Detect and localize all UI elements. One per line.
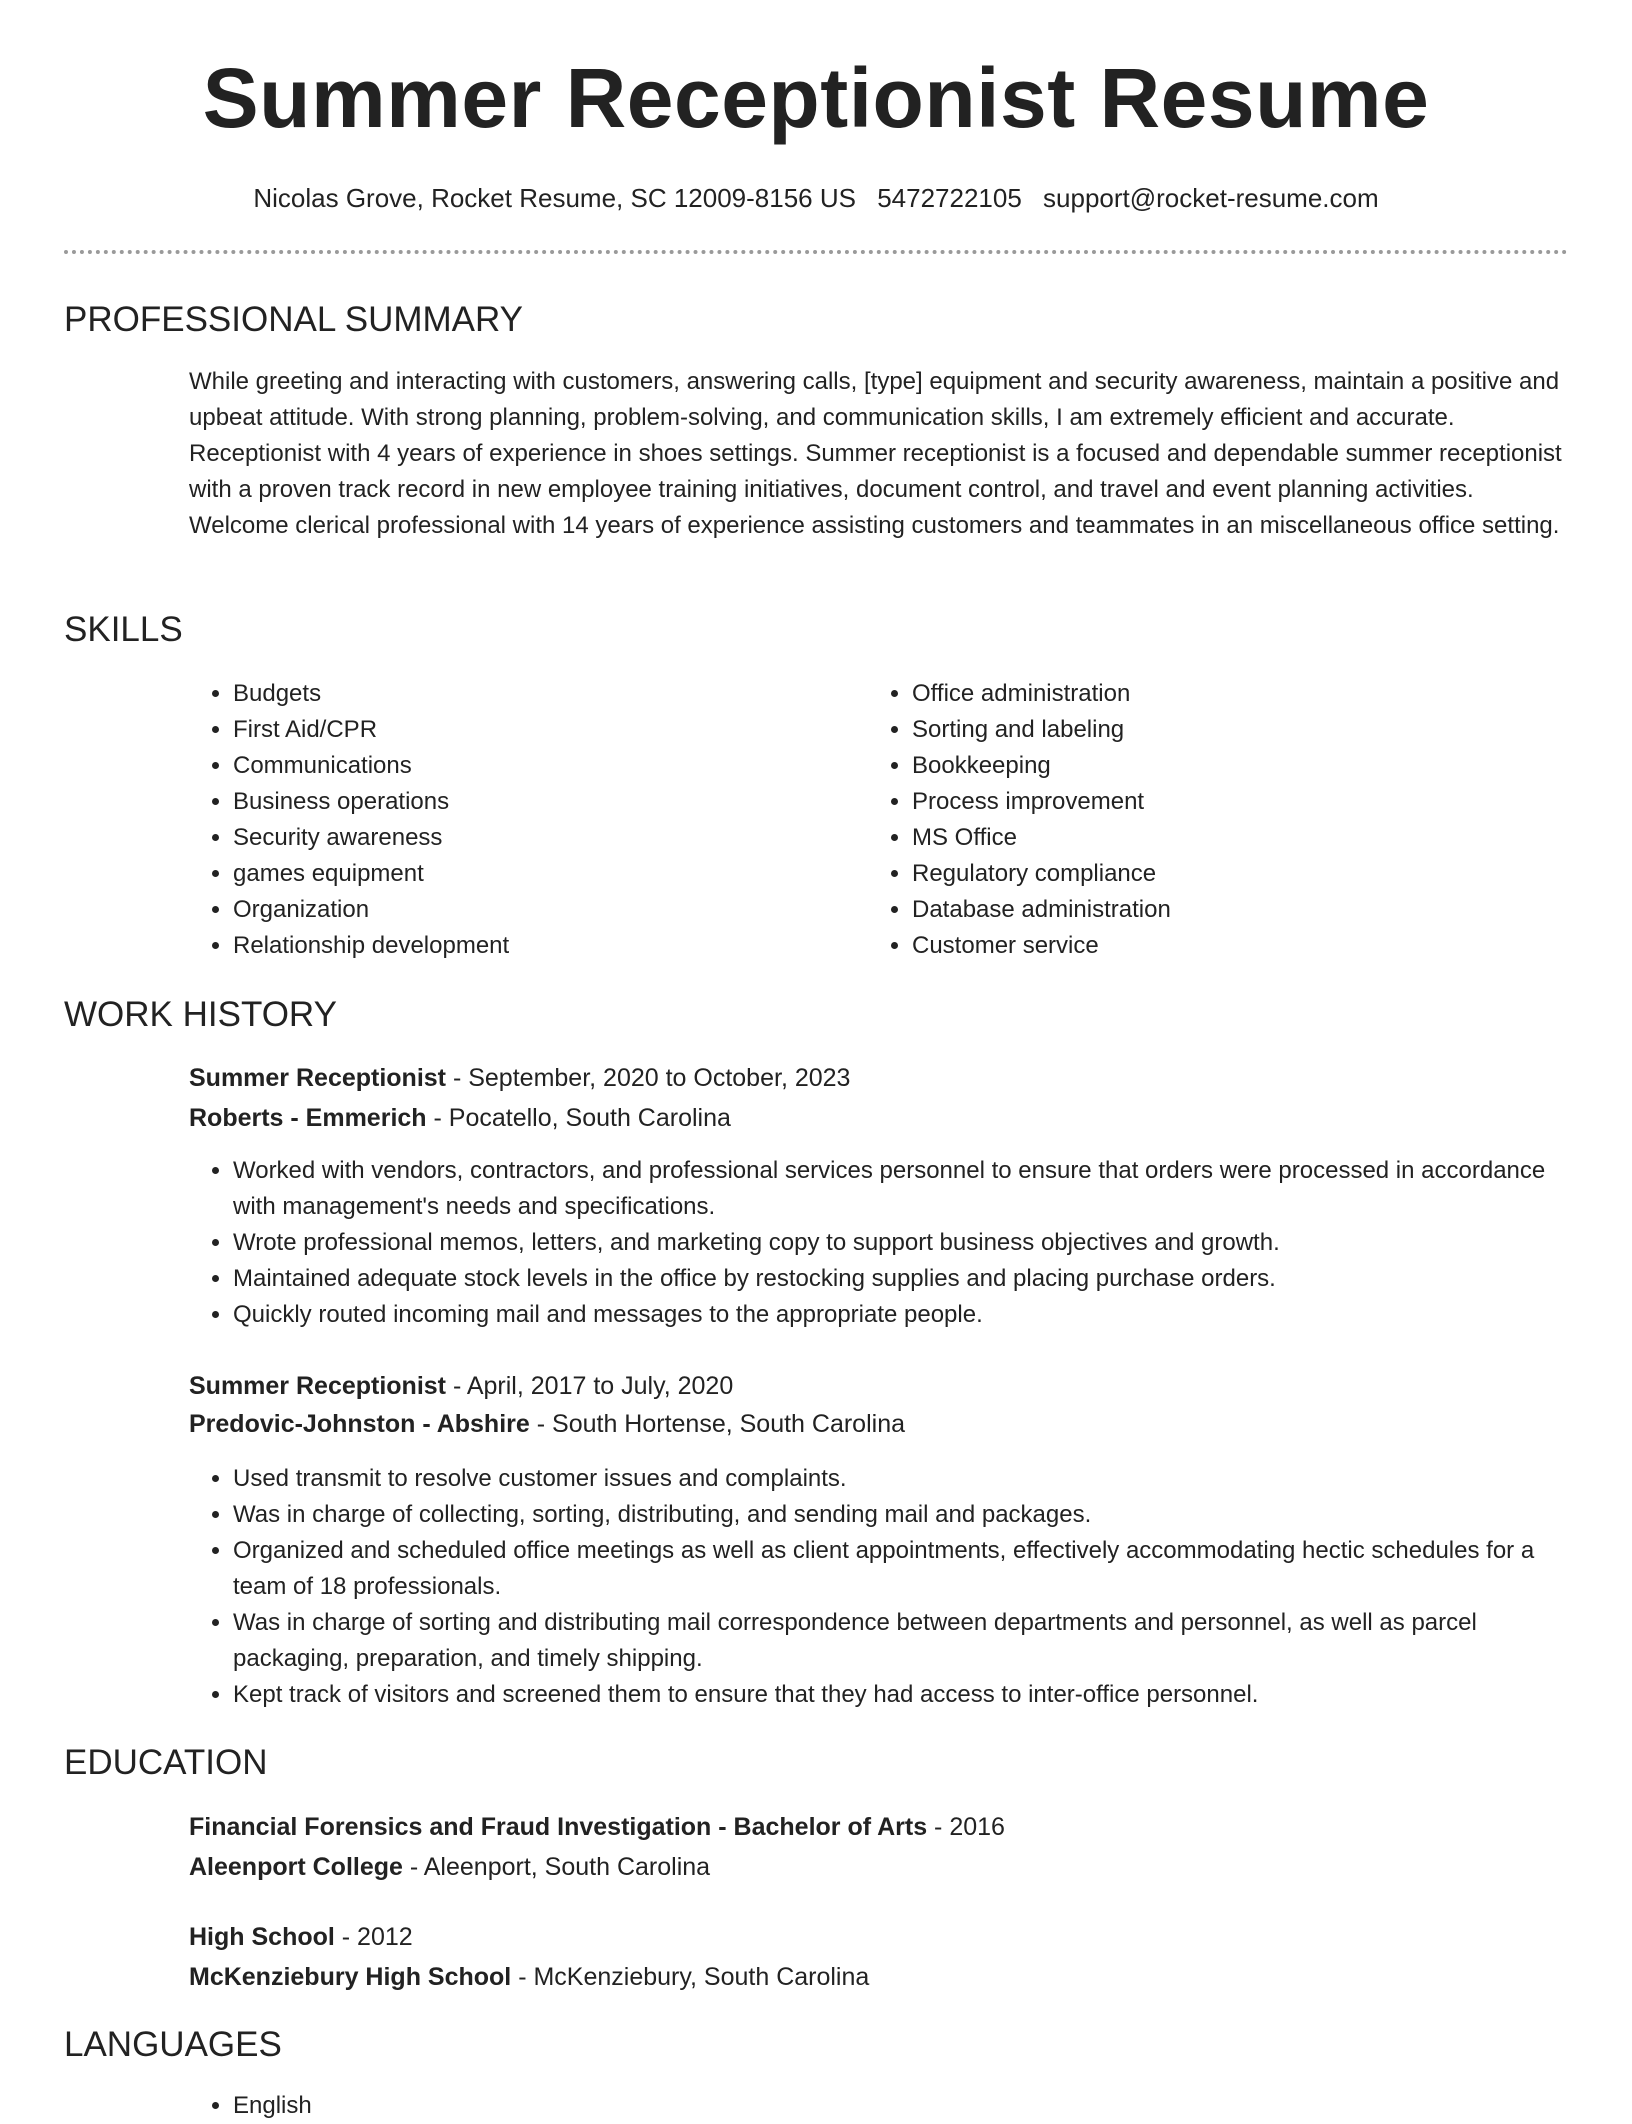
duty-item: • Wrote professional memos, letters, and marketing copy to support business objectives and growth. xyxy=(233,1225,1569,1261)
education-degree: Financial Forensics and Fraud Investigation - Bachelor of Arts xyxy=(189,1813,928,1841)
skill-item: • games equipment xyxy=(233,856,849,892)
skills-column-left xyxy=(189,676,849,964)
languages-list-wrap xyxy=(189,2088,1569,2124)
resume-title: Summer Receptionist Resume xyxy=(202,51,1430,145)
education-location: - Aleenport, South Carolina xyxy=(402,1853,711,1881)
skills-heading: SKILLS xyxy=(64,610,183,649)
job-company: Roberts - Emmerich xyxy=(189,1104,427,1132)
duty-item: • Worked with vendors, contractors, and professional services personnel to ensure that orders were processed in accordance with management's needs and specifications. xyxy=(233,1153,1569,1225)
skills-list-left xyxy=(189,676,849,964)
skill-item: • Communications xyxy=(233,748,849,784)
duty-item: • Organized and scheduled office meetings as well as client appointments, effectively accommodating hectic schedules for a team of 18 professionals. xyxy=(233,1533,1569,1605)
job-company-line xyxy=(189,1098,731,1138)
job-title-line xyxy=(189,1058,850,1098)
skill-item: • First Aid/CPR xyxy=(233,712,849,748)
contact-email: support@rocket-resume.com xyxy=(1043,183,1379,213)
job-title: Summer Receptionist xyxy=(189,1372,447,1400)
duty-item: • Quickly routed incoming mail and messages to the appropriate people. xyxy=(233,1297,1569,1333)
education-school-line xyxy=(189,1847,710,1887)
job-dates: - September, 2020 to October, 2023 xyxy=(446,1064,851,1092)
duty-item: • Maintained adequate stock levels in the office by restocking supplies and placing purchase orders. xyxy=(233,1261,1569,1297)
education-school: McKenziebury High School xyxy=(189,1963,512,1991)
education-heading: EDUCATION xyxy=(64,1743,268,1782)
job-title-line xyxy=(189,1366,733,1406)
skill-item: • Relationship development xyxy=(233,928,849,964)
job-title: Summer Receptionist xyxy=(189,1064,447,1092)
skill-item: • Security awareness xyxy=(233,820,849,856)
contact-address: Nicolas Grove, Rocket Resume, SC 12009-8156 US xyxy=(253,183,856,213)
education-degree: High School xyxy=(189,1923,335,1951)
job-dates: - April, 2017 to July, 2020 xyxy=(446,1372,734,1400)
header-divider xyxy=(64,250,1568,254)
duty-item: • Was in charge of sorting and distributing mail correspondence between departments and personnel, as well as parcel packaging, preparation, and timely shipping. xyxy=(233,1605,1569,1677)
skills-list-right xyxy=(868,676,1528,964)
language-item: • English xyxy=(233,2088,1569,2124)
skill-item: • Organization xyxy=(233,892,849,928)
contact-line xyxy=(0,182,1632,214)
job-duties xyxy=(189,1461,1569,1713)
skill-item: • Sorting and labeling xyxy=(912,712,1528,748)
skill-item: • Budgets xyxy=(233,676,849,712)
education-year: - 2012 xyxy=(334,1923,413,1951)
education-school-line xyxy=(189,1957,869,1997)
skill-item: • Regulatory compliance xyxy=(912,856,1528,892)
skill-item: • Office administration xyxy=(912,676,1528,712)
education-year: - 2016 xyxy=(927,1813,1005,1841)
summary-text: While greeting and interacting with customers, answering calls, [type] equipment and security awareness, maintain a positive and upbeat attitude. With strong planning, problem-solving, and communication skills, I am extremely efficient and accurate. Receptionist with 4 years of experience in shoes settings. Summer receptionist is a focused and dependable summer receptionist with a proven track record in new employee training initiatives, document control, and travel and event planning activities. Welcome clerical professional with 14 years of experience assisting customers and teammates in an miscellaneous office setting. xyxy=(189,368,1562,539)
contact-phone: 5472722105 xyxy=(877,183,1022,213)
skill-item: • MS Office xyxy=(912,820,1528,856)
languages-heading: LANGUAGES xyxy=(64,2025,282,2064)
skill-item: • Database administration xyxy=(912,892,1528,928)
education-degree-line xyxy=(189,1807,1005,1847)
skill-item: • Bookkeeping xyxy=(912,748,1528,784)
work-history-heading: WORK HISTORY xyxy=(64,995,337,1034)
duty-item: • Kept track of visitors and screened them to ensure that they had access to inter-office personnel. xyxy=(233,1677,1569,1713)
job-duties-list xyxy=(189,1153,1569,1333)
job-company: Predovic-Johnston - Abshire xyxy=(189,1410,530,1438)
job-duties-list xyxy=(189,1461,1569,1713)
education-degree-line xyxy=(189,1917,413,1957)
languages-list xyxy=(189,2088,1569,2124)
education-location: - McKenziebury, South Carolina xyxy=(511,1963,870,1991)
skill-item: • Process improvement xyxy=(912,784,1528,820)
duty-item: • Used transmit to resolve customer issues and complaints. xyxy=(233,1461,1569,1497)
skill-item: • Business operations xyxy=(233,784,849,820)
job-duties xyxy=(189,1153,1569,1333)
job-location: - South Hortense, South Carolina xyxy=(529,1410,906,1438)
duty-item: • Was in charge of collecting, sorting, distributing, and sending mail and packages. xyxy=(233,1497,1569,1533)
summary-heading: PROFESSIONAL SUMMARY xyxy=(64,300,523,339)
job-location: - Pocatello, South Carolina xyxy=(426,1104,731,1132)
skills-column-right xyxy=(868,676,1528,964)
job-company-line xyxy=(189,1404,905,1444)
skill-item: • Customer service xyxy=(912,928,1528,964)
education-school: Aleenport College xyxy=(189,1853,403,1881)
